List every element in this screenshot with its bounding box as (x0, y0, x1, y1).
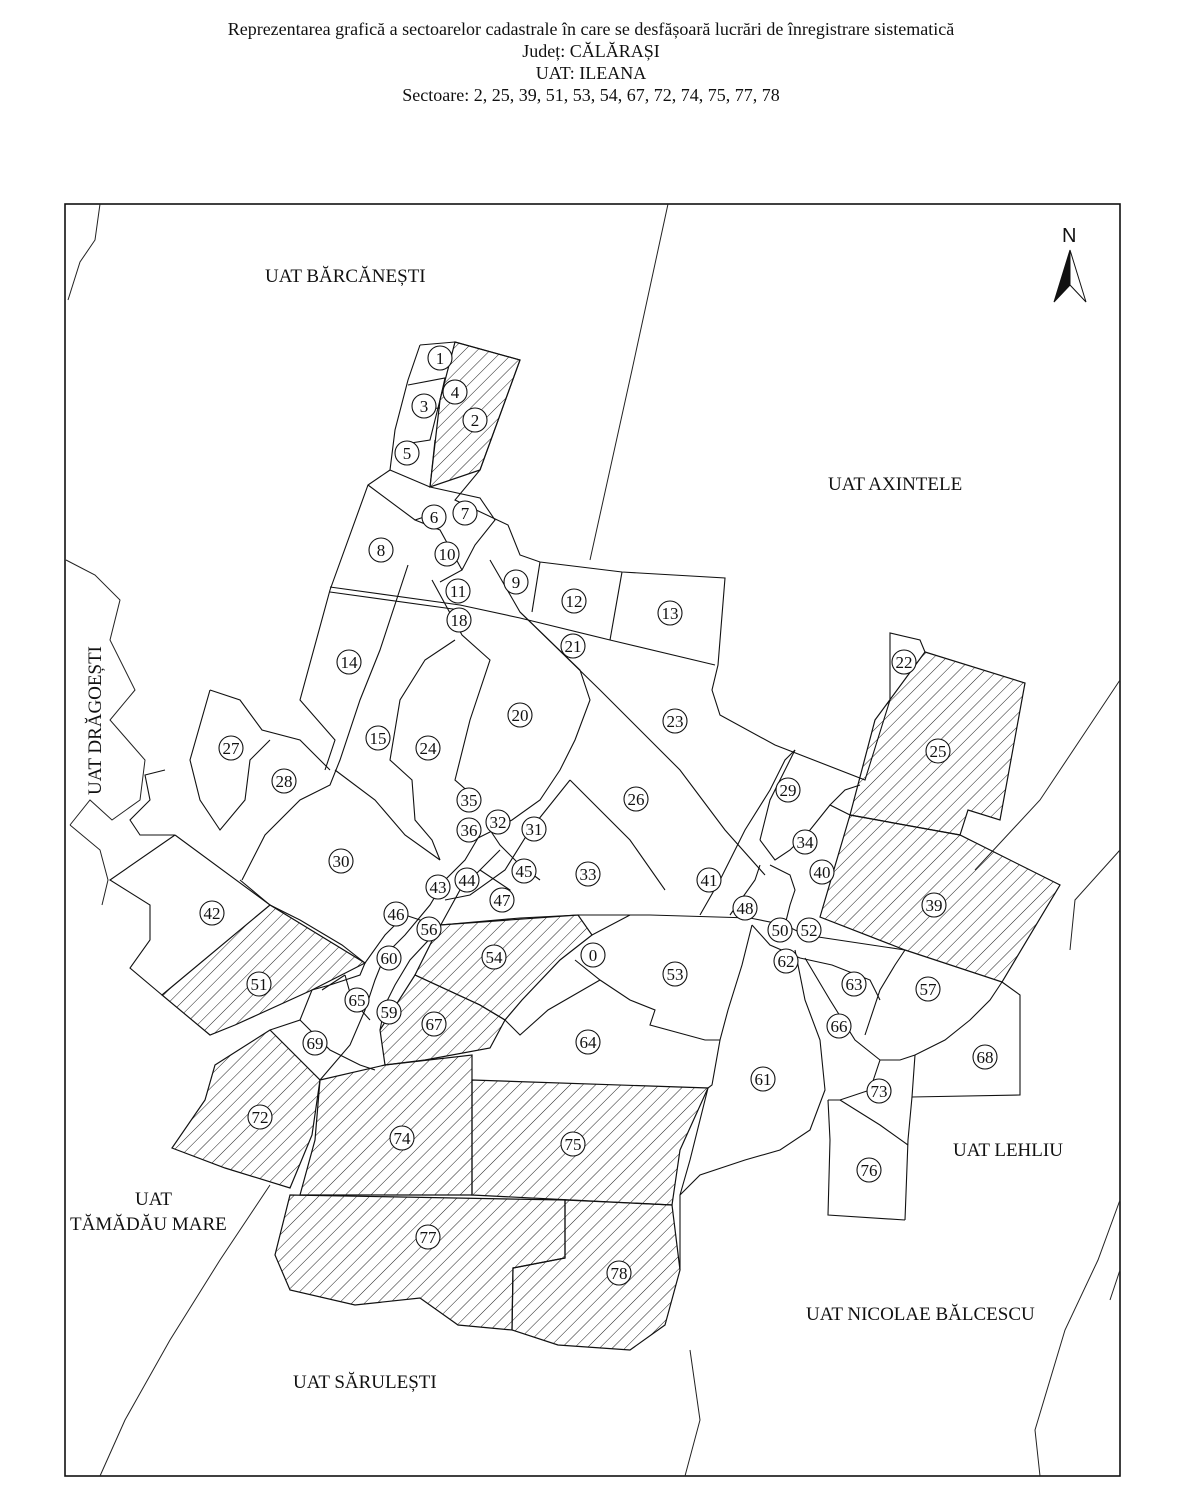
sector-marker-47 (490, 888, 514, 912)
sector-number: 29 (779, 781, 797, 800)
sector-marker-60 (377, 946, 401, 970)
sector-number: 46 (387, 905, 405, 924)
sector-number: 62 (777, 952, 795, 971)
sector-number: 63 (845, 975, 863, 994)
sector-number: 18 (450, 611, 468, 630)
sector-area-74 (300, 1055, 472, 1195)
uat-dragoesti-label: UAT DRĂGOEȘTI (85, 645, 106, 795)
sector-number: 45 (515, 862, 533, 881)
sector-number: 41 (700, 871, 718, 890)
sector-marker-42 (200, 901, 224, 925)
sector-marker-30 (329, 849, 353, 873)
sector-number: 43 (429, 878, 447, 897)
sector-marker-67 (422, 1012, 446, 1036)
sector-number: 20 (511, 706, 529, 725)
sector-marker-3 (412, 394, 436, 418)
sector-marker-74 (390, 1126, 414, 1150)
sector-marker-51 (247, 972, 271, 996)
sector-marker-4 (443, 380, 467, 404)
sector-number: 0 (588, 946, 598, 965)
sector-marker-28 (272, 769, 296, 793)
sector-marker-25 (926, 739, 950, 763)
county-line: Județ: CĂLĂRAȘI (522, 41, 660, 61)
sector-number: 9 (511, 573, 521, 592)
sector-number: 65 (348, 991, 366, 1010)
sector-number: 27 (222, 739, 240, 758)
sector-number: 34 (796, 833, 814, 852)
sector-number: 78 (610, 1264, 628, 1283)
sector-number: 33 (579, 865, 597, 884)
sector-marker-33 (576, 862, 600, 886)
sector-marker-12 (562, 589, 586, 613)
sector-marker-57 (916, 977, 940, 1001)
sector-marker-63 (842, 972, 866, 996)
sector-number: 4 (450, 383, 460, 402)
uat-line: UAT: ILEANA (535, 63, 647, 83)
title-line: Reprezentarea grafică a sectoarelor cadastrale în care se desfășoară lucrări de înregistrare sistematică (227, 19, 955, 39)
sector-marker-2 (463, 408, 487, 432)
sector-marker-7 (453, 501, 477, 525)
sector-number: 15 (369, 729, 387, 748)
sector-marker-77 (416, 1225, 440, 1249)
sector-marker-36 (457, 818, 481, 842)
sector-number: 53 (666, 965, 684, 984)
sector-number: 11 (449, 582, 467, 601)
sector-marker-21 (561, 634, 585, 658)
sector-number: 44 (458, 871, 476, 890)
uat-tamadau-label-2: TĂMĂDĂU MARE (70, 1214, 227, 1235)
sector-number: 75 (564, 1135, 582, 1154)
sector-marker-6 (422, 505, 446, 529)
sector-number: 60 (380, 949, 398, 968)
sector-number: 68 (976, 1048, 994, 1067)
sector-number: 22 (895, 653, 913, 672)
sector-number: 36 (460, 821, 478, 840)
sector-number: 25 (929, 742, 947, 761)
sector-marker-22 (892, 650, 916, 674)
sector-marker-73 (867, 1079, 891, 1103)
sector-number: 7 (460, 504, 470, 523)
sector-number: 74 (393, 1129, 411, 1148)
sector-marker-62 (774, 949, 798, 973)
sector-number: 47 (493, 891, 511, 910)
sector-marker-5 (395, 441, 419, 465)
sector-number: 6 (429, 508, 439, 527)
sector-marker-76 (857, 1158, 881, 1182)
sector-marker-72 (248, 1105, 272, 1129)
sector-marker-15 (366, 726, 390, 750)
sector-marker-29 (776, 778, 800, 802)
sector-marker-27 (219, 736, 243, 760)
sector-marker-10 (435, 542, 459, 566)
sector-number: 2 (470, 411, 480, 430)
sector-number: 12 (565, 592, 583, 611)
sector-number: 8 (376, 541, 386, 560)
sector-marker-35 (457, 788, 481, 812)
sector-marker-75 (561, 1132, 585, 1156)
sector-number: 77 (419, 1228, 437, 1247)
sector-number: 21 (564, 637, 582, 656)
north-label: N (1062, 225, 1077, 247)
sector-marker-52 (797, 918, 821, 942)
sector-marker-61 (751, 1067, 775, 1091)
sector-marker-46 (384, 902, 408, 926)
sector-number: 51 (250, 975, 268, 994)
sector-number: 67 (425, 1015, 443, 1034)
sector-marker-1 (428, 346, 452, 370)
sector-marker-78 (607, 1261, 631, 1285)
sector-number: 24 (419, 739, 437, 758)
sector-marker-11 (446, 579, 470, 603)
sector-marker-54 (482, 945, 506, 969)
sector-area-75 (472, 1080, 708, 1205)
sector-number: 52 (800, 921, 818, 940)
north-arrow-icon (1054, 225, 1086, 302)
sector-number: 59 (380, 1003, 398, 1022)
sector-number: 54 (485, 948, 503, 967)
sector-marker-64 (576, 1030, 600, 1054)
sector-number: 66 (830, 1017, 848, 1036)
sector-marker-65 (345, 988, 369, 1012)
uat-axintele-label: UAT AXINTELE (828, 474, 963, 495)
sector-marker-18 (447, 608, 471, 632)
sector-area-72 (172, 1030, 320, 1188)
sector-marker-43 (426, 875, 450, 899)
sector-number: 76 (860, 1161, 878, 1180)
sector-number: 64 (579, 1033, 597, 1052)
sector-number: 50 (771, 921, 789, 940)
sector-marker-24 (416, 736, 440, 760)
sector-number: 73 (870, 1082, 888, 1101)
sector-number: 48 (736, 899, 754, 918)
uat-barcanesti-label: UAT BĂRCĂNEȘTI (265, 266, 426, 287)
sector-marker-31 (522, 817, 546, 841)
sector-marker-8 (369, 538, 393, 562)
sector-number: 1 (435, 349, 445, 368)
sector-marker-50 (768, 918, 792, 942)
sector-number: 35 (460, 791, 478, 810)
sector-marker-53 (663, 962, 687, 986)
sector-area-51 (162, 905, 365, 1035)
sector-number: 13 (661, 604, 679, 623)
sector-number: 5 (402, 444, 412, 463)
sector-number: 56 (420, 920, 438, 939)
sector-marker-13 (658, 601, 682, 625)
sector-marker-14 (337, 650, 361, 674)
sector-marker-41 (697, 868, 721, 892)
sector-marker-66 (827, 1014, 851, 1038)
sector-marker-9 (504, 570, 528, 594)
uat-sarulesti-label: UAT SĂRULEȘTI (293, 1372, 437, 1393)
sector-number: 30 (332, 852, 350, 871)
uat-nicolae-balcescu-label: UAT NICOLAE BĂLCESCU (806, 1304, 1035, 1325)
sector-marker-39 (922, 893, 946, 917)
sector-number: 31 (525, 820, 543, 839)
sector-number: 3 (419, 397, 429, 416)
sectors-line: Sectoare: 2, 25, 39, 51, 53, 54, 67, 72, 74, 75, 77, 78 (402, 85, 780, 105)
sector-marker-20 (508, 703, 532, 727)
sector-number: 28 (275, 772, 293, 791)
sector-marker-48 (733, 896, 757, 920)
sector-marker-34 (793, 830, 817, 854)
uat-lehliu-label: UAT LEHLIU (953, 1140, 1063, 1161)
sector-number: 26 (627, 790, 645, 809)
sector-number: 40 (813, 863, 831, 882)
sector-number: 32 (489, 813, 507, 832)
sector-marker-44 (455, 868, 479, 892)
sector-number: 39 (925, 896, 943, 915)
sector-marker-68 (973, 1045, 997, 1069)
sector-marker-45 (512, 859, 536, 883)
uat-tamadau-label-1: UAT (135, 1189, 172, 1210)
sector-number: 23 (666, 712, 684, 731)
sector-marker-26 (624, 787, 648, 811)
sector-marker-40 (810, 860, 834, 884)
sector-number: 69 (306, 1034, 324, 1053)
sector-number: 57 (919, 980, 937, 999)
sector-number: 14 (340, 653, 358, 672)
sector-number: 72 (251, 1108, 269, 1127)
sector-marker-69 (303, 1031, 327, 1055)
sector-marker-59 (377, 1000, 401, 1024)
sector-marker-32 (486, 810, 510, 834)
sector-number: 61 (754, 1070, 772, 1089)
sector-marker-0 (581, 943, 605, 967)
sector-marker-23 (663, 709, 687, 733)
sector-marker-56 (417, 917, 441, 941)
sector-number: 10 (438, 545, 456, 564)
sector-number: 42 (203, 904, 221, 923)
